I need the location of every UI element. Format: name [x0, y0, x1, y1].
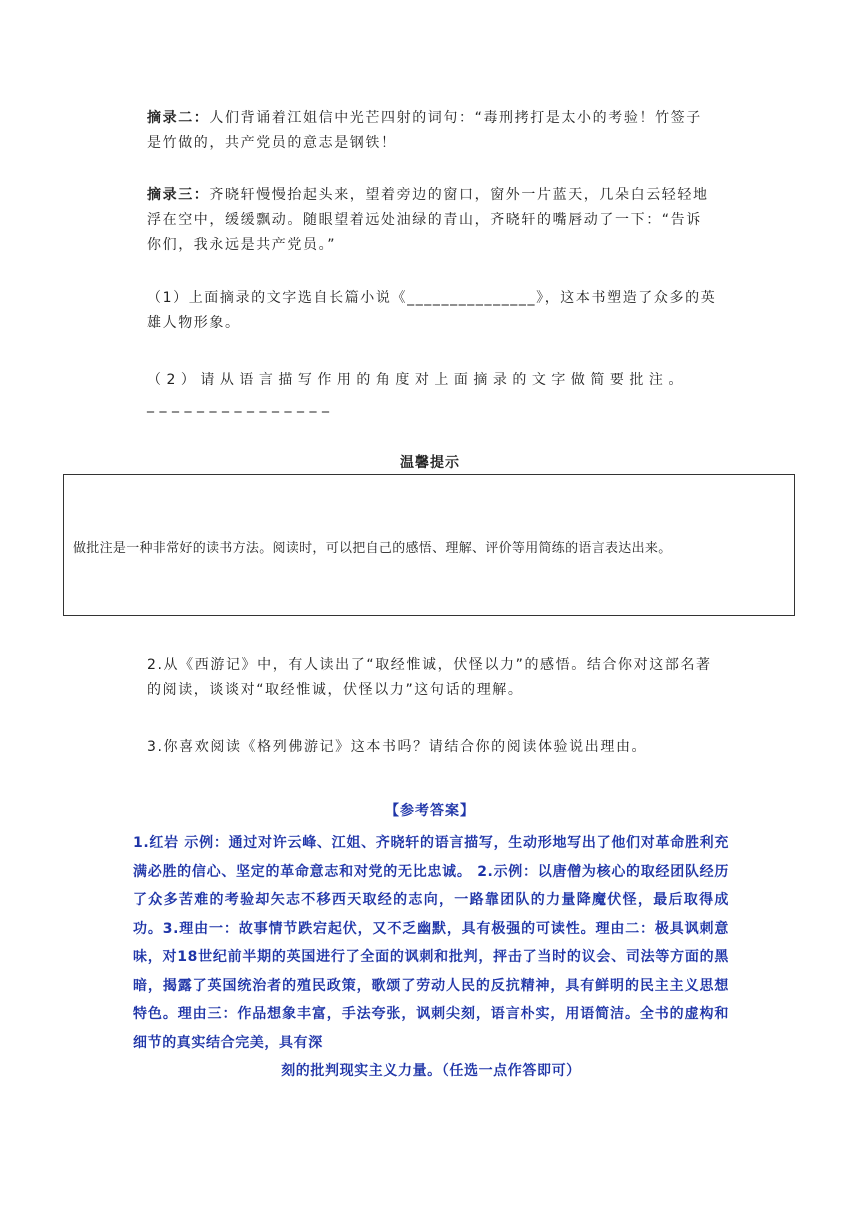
tip-text: 做批注是一种非常好的读书方法。阅读时，可以把自己的感悟、理解、评价等用简练的语言表达出来。 [73, 541, 672, 556]
excerpt-3-text: 齐晓轩慢慢抬起头来，望着旁边的窗口，窗外一片蓝天，几朵白云轻轻地浮在空中，缓缓飘动。随眼望着远处油绿的青山，齐晓轩的嘴唇动了一下：“告诉你们，我永远是共产党员。” [147, 187, 709, 253]
answer-title: 【参考答案】 [385, 803, 475, 819]
excerpt-3-label: 摘录三： [147, 187, 210, 203]
excerpt-2-text: 人们背诵着江姐信中光芒四射的词句：“毒刑拷打是太小的考验！竹签子是竹做的，共产党员的意志是钢铁！ [147, 110, 702, 151]
answer-text: 1.红岩 示例：通过对许云峰、江姐、齐晓轩的语言描写，生动形地写出了他们对革命胜利充满必胜的信心、坚定的革命意志和对党的无比忠诚。 2.示例：以唐僧为核心的取经团队经历了众多苦难的考验却矢志不移西天取经的志向，一路靠团队的力量降魔伏怪，最后取得成功。3.理由一：故事情节跌宕起伏，又不乏幽默，具有极强的可读性。理由二：极具讽刺意味，对18世纪前半期的英国进行了全面的讽刺和批判，抨击了当时的议会、司法等方面的黑暗，揭露了英国统治者的殖民政策，歌颂了劳动人民的反抗精神，具有鲜明的民主主义思想特色。理由三：作品想象丰富，手法夸张，讽刺尖刻，语言朴实，用语简洁。全书的虚构和细节的真实结合完美，具有深 [133, 835, 729, 1051]
excerpt-2-label: 摘录二： [147, 110, 210, 126]
question-item-2: 2.从《西游记》中，有人读出了“取经惟诚，伏怪以力”的感悟。结合你对这部名著的阅读，谈谈对“取经惟诚，伏怪以力”这句话的理解。 [147, 657, 712, 698]
answer-last-line: 刻的批判现实主义力量。（任选一点作答即可） [281, 1063, 581, 1079]
excerpt-3 [147, 183, 717, 258]
excerpt-2 [147, 106, 717, 156]
tip-title: 温馨提示 [400, 455, 460, 471]
question-2: （2）请从语言描写作用的角度对上面摘录的文字做简要批注。_______________ [147, 372, 688, 413]
question-item-3: 3.你喜欢阅读《格列佛游记》这本书吗？请结合你的阅读体验说出理由。 [147, 739, 648, 755]
tip-box [63, 474, 795, 616]
answer-body [133, 829, 729, 1086]
question-1: （1）上面摘录的文字选自长篇小说《_______________》，这本书塑造了众多的英雄人物形象。 [147, 290, 717, 331]
